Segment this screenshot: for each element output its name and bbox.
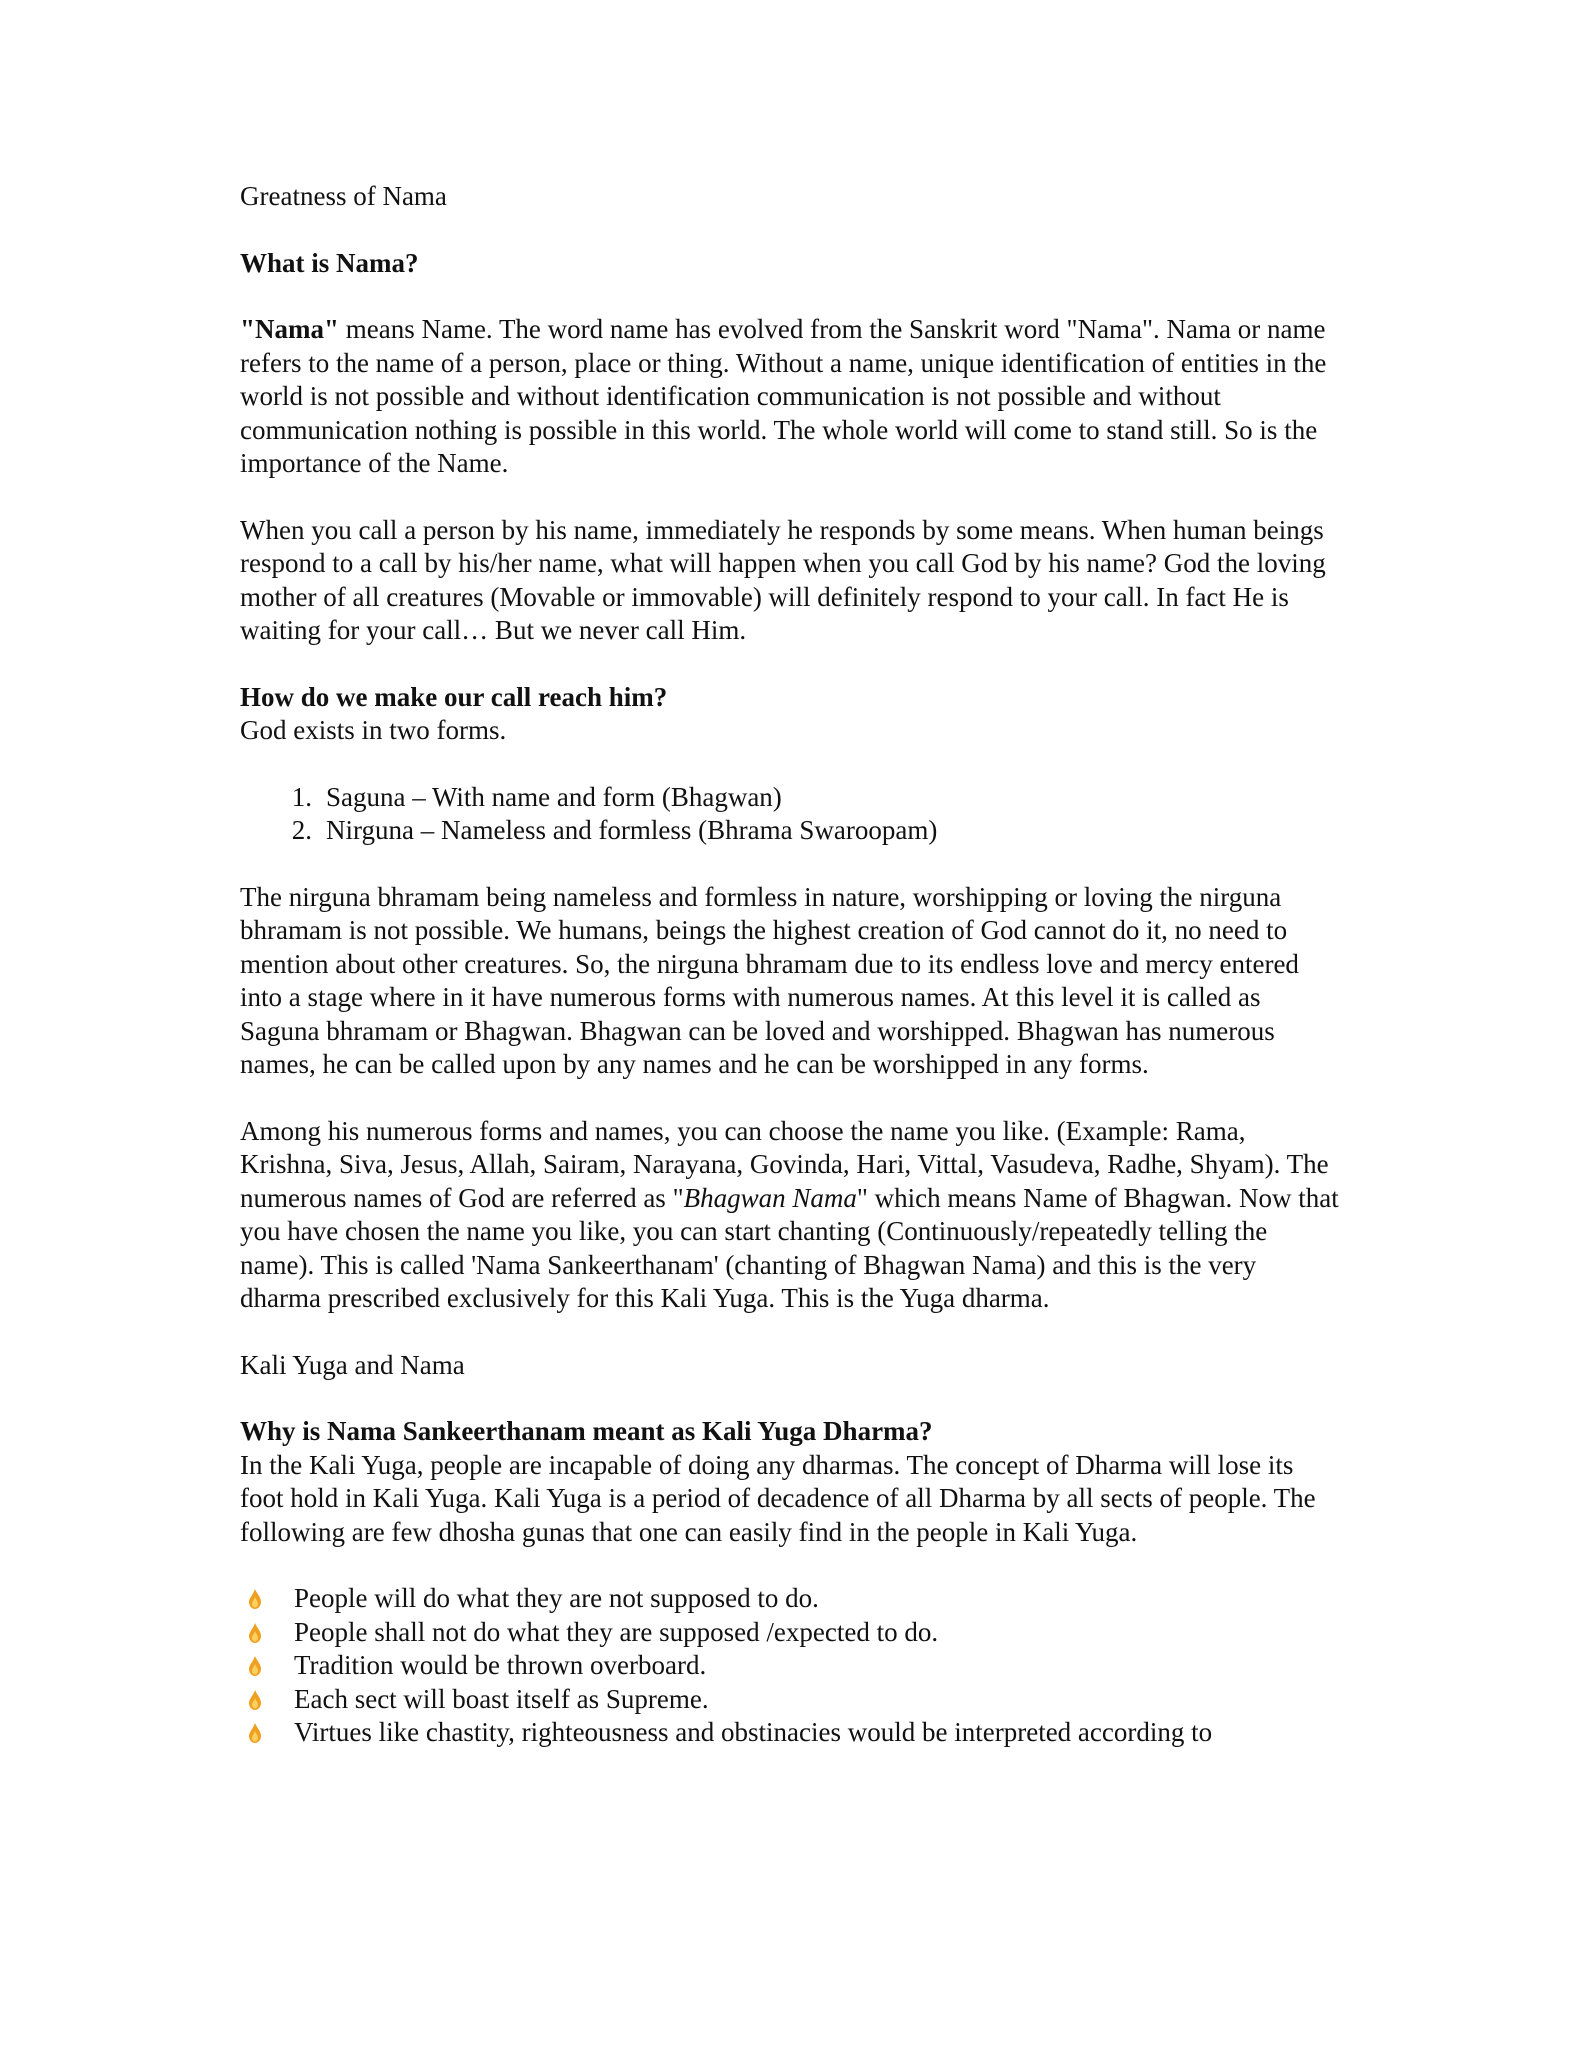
flame-icon xyxy=(248,1589,262,1609)
document-title: Greatness of Nama xyxy=(240,181,447,211)
heading-why-nama-sankeerthanam: Why is Nama Sankeerthanam meant as Kali Yuga Dharma? xyxy=(240,1416,933,1446)
forms-intro: God exists in two forms. xyxy=(240,715,507,745)
dhosha-gunas-list xyxy=(240,1582,1340,1750)
list-item-text: Each sect will boast itself as Supreme. xyxy=(294,1683,709,1714)
list-number: 1. xyxy=(291,781,312,812)
forms-list xyxy=(240,781,1340,848)
flame-icon xyxy=(248,1690,262,1710)
paragraph-nirguna: The nirguna bhramam being nameless and formless in nature, worshipping or loving the nirguna bhramam is not possible. We humans, beings the highest creation of God cannot do it, no need to mention about other creatures. So, the nirguna bhramam due to its endless love and mercy entered into a stage where in it have numerous forms with numerous names. At this level it is called as Saguna bhramam or Bhagwan. Bhagwan can be loved and worshipped. Bhagwan has numerous names, he can be called upon by any names and he can be worshipped in any forms. xyxy=(240,881,1299,1079)
paragraph-choose-name-text-a: Among his numerous forms and names, you can choose the name you like. (Example: Rama, Krishna, Siva, Jesus, Allah, Sairam, Narayana, Govinda, Hari, Vittal, Vasudeva, Radhe, Shyam). The numerous names of God are referred as " xyxy=(240,1115,1329,1213)
heading-what-is-nama: What is Nama? xyxy=(240,247,419,278)
paragraph-choose-name-text-b: " which means Name of Bhagwan. Now that you have chosen the name you like, you can start chanting (Continuously/repeatedly telling the name). This is called 'Nama Sankeerthanam' (chanting of Bhagwan Nama) and this is the very dharma prescribed exclusively for this Kali Yuga. This is the Yuga dharma. xyxy=(240,1182,1339,1313)
document-page xyxy=(240,180,1340,1750)
list-item xyxy=(240,814,1340,848)
paragraph-nama-meaning-text: means Name. The word name has evolved from the Sanskrit word "Nama". Nama or name refers to the name of a person, place or thing. Without a name, unique identification of entities in the world is not possible and without identification communication is not possible and without communication nothing is possible in this world. The whole world will come to stand still. So is the importance of the Name. xyxy=(240,314,1327,478)
list-item xyxy=(240,1582,1340,1616)
list-item-text: Virtues like chastity, righteousness and obstinacies would be interpreted according to xyxy=(294,1717,1213,1747)
section-title-kali-yuga: Kali Yuga and Nama xyxy=(240,1349,465,1380)
list-item-text: Saguna – With name and form (Bhagwan) xyxy=(326,781,782,812)
flame-icon xyxy=(248,1723,262,1743)
list-item xyxy=(240,1683,1340,1717)
flame-icon xyxy=(248,1656,262,1676)
list-item-text: Nirguna – Nameless and formless (Bhrama Swaroopam) xyxy=(326,815,938,845)
list-item-text: People shall not do what they are supposed /expected to do. xyxy=(294,1616,939,1647)
list-item-text: People will do what they are not supposed to do. xyxy=(294,1583,819,1613)
paragraph-choose-name xyxy=(240,1115,1340,1316)
list-item xyxy=(240,1616,1340,1650)
list-item xyxy=(240,1649,1340,1683)
paragraph-nama-meaning xyxy=(240,313,1340,481)
list-item-text: Tradition would be thrown overboard. xyxy=(294,1650,707,1680)
list-item xyxy=(240,781,1340,815)
nama-term: "Nama" xyxy=(240,314,339,344)
bhagwan-nama-term: Bhagwan Nama xyxy=(683,1182,857,1213)
list-number: 2. xyxy=(291,815,312,845)
heading-how-call-reach: How do we make our call reach him? xyxy=(240,681,668,712)
paragraph-call-by-name: When you call a person by his name, immediately he responds by some means. When human beings respond to a call by his/her name, what will happen when you call God by his name? God the loving mother of all creatures (Movable or immovable) will definitely respond to your call. In fact He is waiting for your call… But we never call Him. xyxy=(240,514,1326,645)
flame-icon xyxy=(248,1623,262,1643)
list-item xyxy=(240,1716,1340,1750)
paragraph-kali-yuga: In the Kali Yuga, people are incapable of doing any dharmas. The concept of Dharma will lose its foot hold in Kali Yuga. Kali Yuga is a period of decadence of all Dharma by all sects of people. The following are few dhosha gunas that one can easily find in the people in Kali Yuga. xyxy=(240,1449,1316,1547)
